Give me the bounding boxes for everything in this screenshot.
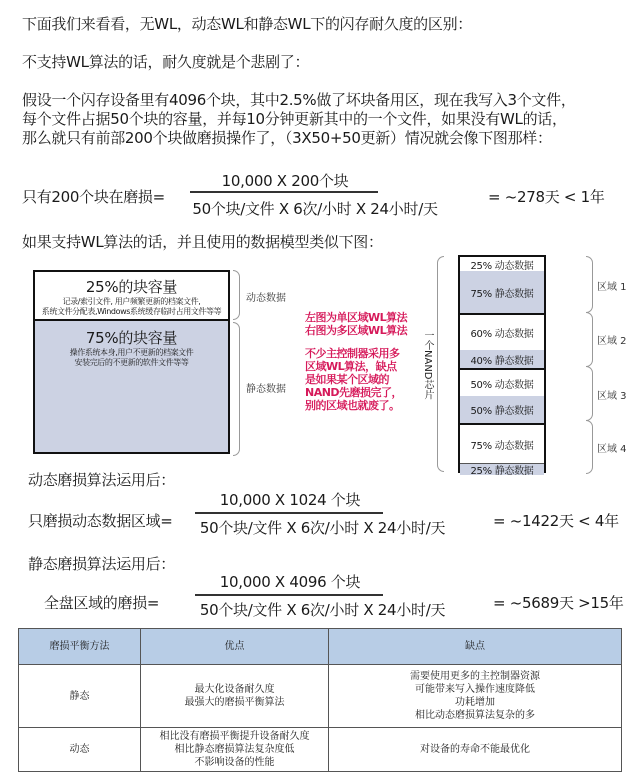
region-3-static: 50% 静态数据 bbox=[460, 396, 544, 423]
region-1-label: 区域 1 bbox=[597, 282, 627, 293]
intro-para-3: 那么就只有前部200个块做磨损操作了，（3X50+50更新）情况就会像下图那样： bbox=[22, 129, 552, 147]
pros-line: 最强大的磨损平衡算法 bbox=[184, 697, 285, 708]
wl-intro: 如果支持WL算法的话，并且使用的数据模型类似下图： bbox=[22, 233, 383, 251]
note-line: NAND先磨损完了， bbox=[305, 386, 403, 399]
chip-label: 一个NAND芯片 bbox=[422, 330, 433, 400]
wl-note bbox=[305, 311, 407, 412]
row-method: 静态 bbox=[19, 665, 141, 728]
static-block-title: 75%的块容量 bbox=[85, 329, 178, 347]
dynamic-block-desc-1: 记录/索引文件, 用户频繁更新的档案文件, bbox=[62, 297, 201, 306]
fraction-bar bbox=[195, 594, 383, 596]
note-line: 别的区域也就废了。 bbox=[305, 399, 400, 412]
region-1-dynamic: 25% 动态数据 bbox=[460, 257, 544, 271]
header-cons: 缺点 bbox=[329, 629, 622, 665]
row-cons bbox=[329, 728, 622, 772]
table-row bbox=[19, 665, 622, 728]
nand-stack bbox=[458, 255, 546, 477]
region-2-brace bbox=[586, 312, 593, 367]
dynamic-result: = ~1422天 < 4年 bbox=[493, 512, 619, 530]
region-4-brace bbox=[586, 420, 593, 474]
fraction-bar bbox=[195, 512, 383, 514]
static-result: = ~5689天 >15年 bbox=[493, 594, 624, 612]
region-2-dynamic: 60% 动态数据 bbox=[460, 313, 544, 350]
row-method: 动态 bbox=[19, 728, 141, 772]
note-line: 不少主控制器采用多 bbox=[305, 347, 400, 360]
dynamic-brace-label: 动态数据 bbox=[246, 293, 286, 304]
static-block-desc-1: 操作系统本身,用户不更新的档案文件 bbox=[69, 348, 194, 357]
region-4-label: 区域 4 bbox=[597, 444, 627, 455]
formula-label: 只有200个块在磨损= bbox=[22, 188, 165, 206]
note-line: 右图为多区域WL算法 bbox=[305, 324, 408, 337]
row-cons bbox=[329, 665, 622, 728]
row-pros bbox=[141, 728, 329, 772]
comparison-table bbox=[18, 628, 622, 772]
pros-line: 相比没有磨损平衡提升设备耐久度 bbox=[159, 731, 310, 742]
intro-para-1: 假设一个闪存设备里有4096个块，其中2.5%做了坏块备用区，现在我写入3个文件， bbox=[22, 91, 576, 109]
region-4-dynamic: 75% 动态数据 bbox=[460, 423, 544, 463]
static-numerator: 10,000 X 4096 个块 bbox=[219, 573, 361, 591]
static-brace bbox=[233, 322, 240, 456]
formula-denominator: 50个块/文件 X 6次/小时 X 24小时/天 bbox=[192, 200, 438, 218]
region-3-dynamic: 50% 动态数据 bbox=[460, 368, 544, 396]
dynamic-heading: 动态磨损算法运用后： bbox=[28, 471, 176, 489]
dynamic-block bbox=[33, 270, 230, 320]
static-denominator: 50个块/文件 X 6次/小时 X 24小时/天 bbox=[199, 601, 446, 619]
header-pros: 优点 bbox=[141, 629, 329, 665]
region-1-static: 75% 静态数据 bbox=[460, 271, 544, 313]
fraction-bar bbox=[190, 191, 378, 193]
static-block-desc-2: 安装完后的不更新的软件文件等等 bbox=[74, 358, 189, 367]
pros-line: 不影响设备的性能 bbox=[194, 757, 275, 768]
dynamic-formula-label: 只磨损动态数据区域= bbox=[28, 512, 173, 530]
intro-line-2: 不支持WL算法的话，耐久度就是个悲剧了： bbox=[22, 53, 310, 71]
chip-brace bbox=[437, 256, 444, 472]
region-3-label: 区域 3 bbox=[597, 391, 627, 402]
table-header-row bbox=[19, 629, 622, 665]
region-1-brace bbox=[586, 256, 593, 313]
note-line: 是如果某个区域的 bbox=[305, 373, 389, 386]
intro-line-1: 下面我们来看看，无WL，动态WL和静态WL下的闪存耐久度的区别： bbox=[22, 15, 472, 33]
table-row bbox=[19, 728, 622, 772]
header-method: 磨损平衡方法 bbox=[19, 629, 141, 665]
pros-line: 最大化设备耐久度 bbox=[194, 684, 275, 695]
dynamic-numerator: 10,000 X 1024 个块 bbox=[219, 491, 361, 509]
dynamic-denominator: 50个块/文件 X 6次/小时 X 24小时/天 bbox=[199, 519, 446, 537]
cons-line: 可能带来写入操作速度降低 bbox=[415, 684, 535, 695]
cons-line: 对设备的寿命不能最优化 bbox=[420, 744, 530, 755]
dynamic-brace bbox=[233, 270, 240, 320]
dynamic-block-desc-2: 系统文件分配表,Windows系统缓存临时占用文件等等 bbox=[41, 307, 222, 316]
region-2-label: 区域 2 bbox=[597, 336, 627, 347]
formula-result: = ~278天 < 1年 bbox=[488, 188, 605, 206]
formula-numerator: 10,000 X 200个块 bbox=[221, 172, 349, 190]
cons-line: 相比动态磨损算法复杂的多 bbox=[415, 710, 535, 721]
cons-line: 功耗增加 bbox=[455, 697, 495, 708]
pros-line: 相比静态磨损算法复杂度低 bbox=[174, 744, 295, 755]
row-pros bbox=[141, 665, 329, 728]
region-3-brace bbox=[586, 366, 593, 421]
region-4-static: 25% 静态数据 bbox=[460, 463, 544, 475]
static-brace-label: 静态数据 bbox=[246, 384, 286, 395]
dynamic-block-title: 25%的块容量 bbox=[85, 278, 178, 296]
note-line: 左图为单区域WL算法 bbox=[305, 311, 408, 324]
static-heading: 静态磨损算法运用后： bbox=[28, 555, 176, 573]
intro-para-2: 每个文件占据50个块的容量，并每10分钟更新其中的一个文件，如果没有WL的话， bbox=[22, 110, 567, 128]
note-line: 区域WL算法，缺点 bbox=[305, 360, 397, 373]
cons-line: 需要使用更多的主控制器资源 bbox=[410, 671, 540, 682]
static-formula-label: 全盘区域的磨损= bbox=[44, 594, 160, 612]
static-block bbox=[33, 319, 230, 454]
region-2-static: 40% 静态数据 bbox=[460, 350, 544, 368]
